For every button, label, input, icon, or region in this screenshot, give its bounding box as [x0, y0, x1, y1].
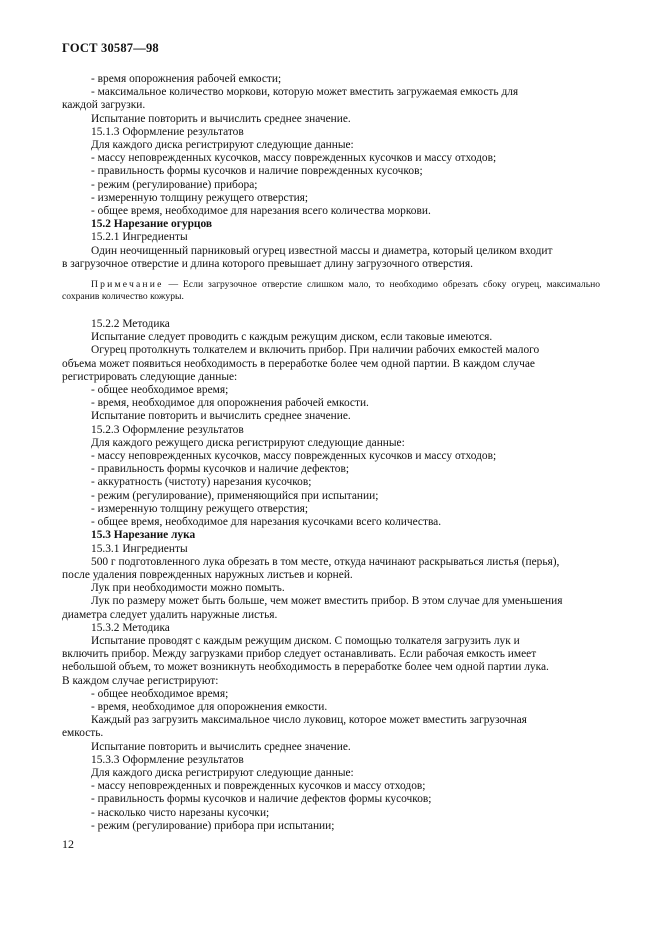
text-line: небольшой объем, то может возникнуть необходимость в переработке более чем одной партии лука. [62, 661, 549, 674]
list-item: - правильность формы кусочков и наличие поврежденных кусочков; [91, 165, 423, 178]
list-item: - общее необходимое время; [91, 687, 229, 700]
note [62, 279, 600, 303]
list-item: - максимальное количество моркови, которую может вместить загружаемая емкость для [91, 86, 519, 99]
subsection-heading: 15.1.3 Оформление результатов [91, 125, 244, 138]
list-item: - аккуратность (чистоту) нарезания кусочков; [91, 476, 312, 489]
subsection-heading: 15.3.1 Ингредиенты [91, 542, 188, 555]
list-item: - общее необходимое время; [91, 384, 229, 397]
text-line: Испытание повторить и вычислить среднее значение. [91, 740, 351, 753]
text-line: Каждый раз загрузить максимальное число луковиц, которое может вместить загрузочная [91, 714, 527, 727]
list-item: - общее время, необходимое для нарезания всего количества моркови. [91, 205, 431, 218]
text-line: Лук по размеру может быть больше, чем может вместить прибор. В этом случае для уменьшения [91, 595, 563, 608]
text-line: Для каждого диска регистрируют следующие данные: [91, 766, 354, 779]
text-line: Испытание проводят с каждым режущим диском. С помощью толкателя загрузить лук и [91, 634, 520, 647]
list-item: - время, необходимое для опорожнения емкости. [91, 700, 328, 713]
text-line: 500 г подготовленного лука обрезать в том месте, откуда начинают раскрываться листья (перья), [91, 555, 560, 568]
text-line: регистрировать следующие данные: [62, 370, 238, 383]
text-line: Лук при необходимости можно помыть. [91, 582, 285, 595]
subsection-heading: 15.2.1 Ингредиенты [91, 231, 188, 244]
section-heading: 15.3 Нарезание лука [91, 529, 196, 542]
list-item: - массу неповрежденных кусочков, массу поврежденных кусочков и массу отходов; [91, 152, 497, 165]
text-line: Огурец протолкнуть толкателем и включить прибор. При наличии рабочих емкостей малого [91, 344, 540, 357]
note-text: максимально сохранив количество кожуры. [62, 279, 601, 303]
subsection-heading: 15.2.3 Оформление результатов [91, 423, 244, 436]
section-heading: 15.2 Нарезание огурцов [91, 218, 213, 231]
list-item: - измеренную толщину режущего отверстия; [91, 502, 309, 515]
text-line: Испытание повторить и вычислить среднее значение. [91, 410, 351, 423]
list-item: - время опорожнения рабочей емкости; [91, 73, 282, 85]
text-line: емкость. [62, 727, 104, 740]
text-line: В каждом случае регистрируют: [62, 674, 219, 687]
subsection-heading: 15.3.2 Методика [91, 621, 170, 634]
document-body [62, 73, 600, 833]
text-line: Один неочищенный парниковый огурец известной массы и диаметра, который целиком входит [91, 244, 553, 257]
text-line: в загрузочное отверстие и длина которого превышает длину загрузочного отверстия. [62, 257, 473, 270]
note-dash: — [163, 279, 184, 291]
list-item: - режим (регулирование) прибора при испытании; [91, 819, 335, 832]
note-label: Примечание [91, 279, 164, 291]
text-line: каждой загрузки. [62, 99, 146, 112]
list-item: - насколько чисто нарезаны кусочки; [91, 806, 270, 819]
text-line: Для каждого режущего диска регистрируют следующие данные: [91, 436, 405, 449]
text-line: Для каждого диска регистрируют следующие данные: [91, 139, 354, 152]
subsection-heading: 15.2.2 Методика [91, 318, 170, 331]
page-number: 12 [62, 837, 74, 851]
list-item: - время, необходимое для опорожнения рабочей емкости. [91, 397, 369, 410]
text-line: включить прибор. Между загрузками прибор следует останавливать. Если рабочая емкость имеет [62, 648, 537, 661]
list-item: - режим (регулирование), применяющийся при испытании; [91, 489, 379, 502]
list-item: - режим (регулирование) прибора; [91, 178, 258, 191]
text-line: диаметра следует удалить наружные листья. [62, 608, 278, 621]
document-header: ГОСТ 30587—98 [62, 41, 159, 55]
text-line: объема может появиться необходимость в переработке более чем одной партии. В каждом случае [62, 357, 535, 370]
subsection-heading: 15.3.3 Оформление результатов [91, 753, 244, 766]
text-line: после удаления поврежденных наружных листьев и корней. [62, 568, 353, 581]
list-item: - общее время, необходимое для нарезания кусочками всего количества. [91, 516, 442, 529]
text-line: Испытание следует проводить с каждым режущим диском, если таковые имеются. [91, 331, 493, 344]
note-text: Если загрузочное отверстие слишком мало, то необходимо обрезать сбоку огурец, [183, 279, 542, 291]
list-item: - правильность формы кусочков и наличие дефектов формы кусочков; [91, 793, 432, 806]
list-item: - правильность формы кусочков и наличие дефектов; [91, 463, 350, 476]
list-item: - измеренную толщину режущего отверстия; [91, 191, 309, 204]
list-item: - массу неповрежденных кусочков, массу поврежденных кусочков и массу отходов; [91, 450, 497, 463]
list-item: - массу неповрежденных и поврежденных кусочков и массу отходов; [91, 780, 426, 793]
text-line: Испытание повторить и вычислить среднее значение. [91, 112, 351, 125]
